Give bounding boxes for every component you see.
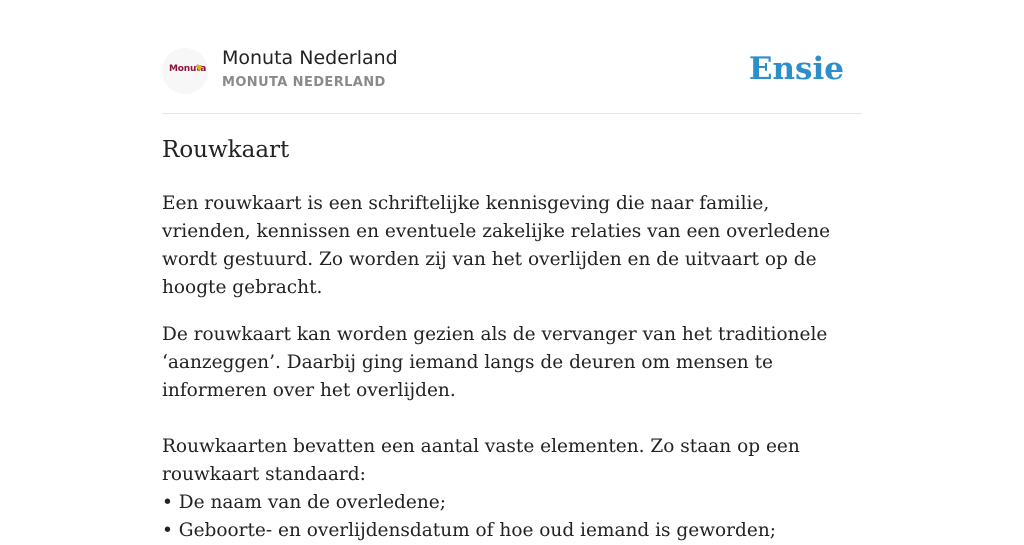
page-title: Rouwkaart [162, 137, 290, 163]
list-item: • De naam van de overledene; [162, 492, 446, 513]
logo-wordmark: Monuta [169, 64, 207, 74]
list-item: • Geboorte- en overlijdensdatum of hoe oud iemand is geworden; [162, 520, 776, 541]
list-intro: Rouwkaarten bevatten een aantal vaste elementen. Zo staan op een rouwkaart standaard: [162, 436, 800, 485]
paragraph: Een rouwkaart is een schriftelijke kennisgeving die naar familie, vrienden, kennissen en eventuele zakelijke relaties van een overledene wordt gestuurd. Zo worden zij van het overlijden en de uitvaart op de hoogte gebracht. [162, 193, 831, 298]
paragraph: De rouwkaart kan worden gezien als de vervanger van het traditionele ‘aanzeggen’. Daarbij ging iemand langs de deuren om mensen te informeren over het overlijden. [162, 324, 828, 401]
article-body [162, 190, 862, 545]
card-header [162, 40, 862, 114]
author-logo[interactable] [162, 48, 208, 94]
paragraph-spacer [162, 405, 862, 433]
author-organization: MONUTA NEDERLAND [222, 75, 386, 90]
definition-card [162, 0, 862, 541]
ensie-brand-logo[interactable]: Ensie [748, 51, 844, 87]
author-name[interactable]: Monuta Nederland [222, 47, 398, 69]
logo-mark-icon [196, 65, 202, 72]
